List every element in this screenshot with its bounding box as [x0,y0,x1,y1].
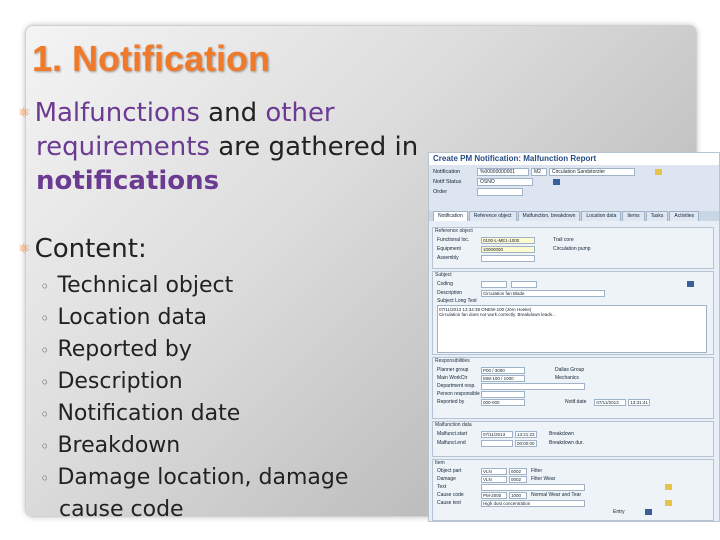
entry-icon[interactable] [645,509,652,515]
list-item-text: Breakdown [57,433,181,458]
tab-items[interactable]: Items [622,211,644,221]
cause-text: Normal Wear and Tear [531,492,582,498]
bullet-text-notifications: notifications [36,166,220,196]
func-loc-field[interactable]: 0100-L-ME1-1000 [481,237,535,244]
bullet-icon: ⚛ [18,105,31,121]
sap-order-row [433,188,523,195]
circle-bullet-icon: ◦ [40,373,50,392]
dept-row [437,383,585,389]
list-item-text: Reported by [57,337,192,362]
person-row [437,391,525,397]
long-text-label: Subject Long Text [437,298,477,304]
dept-field[interactable] [481,383,585,390]
tab-tasks[interactable]: Tasks [646,211,669,221]
person-field[interactable] [481,391,525,398]
func-loc-label: Functional loc. [437,237,470,243]
description-label: Description [437,290,463,296]
notification-field[interactable]: %00000000001 [477,168,529,176]
bullet-text-malfunctions: Malfunctions [34,98,200,128]
notif-time-field[interactable]: 13:31:41 [628,399,650,406]
long-text-icon[interactable] [655,169,662,175]
sap-tab-strip [429,211,719,221]
cause-num-field[interactable]: 1000 [509,492,527,499]
sap-notification-row [433,168,662,175]
bullet-text-other: other [265,98,335,128]
tab-malfunction-breakdown[interactable]: Malfunction, breakdown [518,211,581,221]
reported-by-field[interactable]: 000-000 [481,399,525,406]
planner-group-field[interactable]: P00 / 3000 [481,367,525,374]
notification-desc-field[interactable]: Circulation Sandstorzler [549,168,635,176]
breakdown-dur-label: Breakdown dur. [549,440,584,446]
description-field[interactable]: Circulation fan Blade [481,290,605,297]
equipment-field[interactable]: 10000000 [481,246,535,253]
notif-date-label: Notif.date [565,399,587,405]
long-text-label-row [437,298,477,304]
list-item [40,366,348,398]
text-label: Text [437,484,447,490]
main-wc-row [437,375,579,381]
planner-group-desc: Dallas Group [555,367,585,373]
text-row [437,484,672,490]
bullet-text-requirements: requirements [36,132,210,162]
sap-header-area [429,165,719,211]
list-item [40,462,348,525]
object-part-label: Object part [437,468,462,474]
malf-end-date-field[interactable] [481,440,513,447]
object-part-row [437,468,542,474]
damage-num-field[interactable]: 0002 [509,476,527,483]
item-section [432,459,714,521]
notif-status-label: Notif Status [433,178,462,185]
object-part-num-field[interactable]: 0002 [509,468,527,475]
malf-start-row [437,431,574,437]
list-item-text-continued: cause code [59,497,184,522]
section-heading: Malfunction data [435,422,472,428]
coding-label: Coding [437,281,453,287]
main-wc-label: Main WorkCtr [437,375,468,381]
assembly-label: Assembly [437,255,459,261]
content-list [40,270,348,525]
bullet-content [18,232,147,266]
list-item-text: Description [57,369,183,394]
cause-code-label: Cause code [437,492,464,498]
list-item [40,398,348,430]
malf-end-label: Malfunct.end [437,440,466,446]
sap-status-row [433,178,560,185]
slide-title: 1. Notification [32,38,271,79]
malfunction-data-section [432,421,714,457]
circle-bullet-icon: ◦ [40,405,50,424]
equipment-label: Equipment [437,246,461,252]
list-item-text: Location data [57,305,208,330]
bullet-malfunctions [18,96,418,198]
malf-start-label: Malfunct.start [437,431,468,437]
assembly-row [437,255,535,261]
section-heading: Reference object [435,228,473,234]
assembly-field[interactable] [481,255,535,262]
responsibilities-section [432,357,714,419]
main-wc-field[interactable]: MW-100 / 1000 [481,375,525,382]
malf-end-time-field[interactable]: 00:00:00 [515,440,537,447]
list-item [40,302,348,334]
notif-status-field: OSNO [477,178,533,186]
reported-by-label: Reported by [437,399,465,405]
circle-bullet-icon: ◦ [40,309,50,328]
planner-group-row [437,367,584,373]
coding-row [437,281,694,287]
bullet-line-2 [18,130,418,164]
order-field[interactable] [477,188,523,196]
circle-bullet-icon: ◦ [40,341,50,360]
damage-code-field[interactable]: VLN [481,476,507,483]
tab-location-data[interactable]: Location data [581,211,621,221]
planner-group-label: Planner group [437,367,469,373]
long-text-icon[interactable] [665,500,672,506]
person-label: Person responsible [437,391,480,397]
tab-notification[interactable]: Notification [433,211,468,221]
damage-text: Filter Wear [531,476,556,482]
list-item [40,270,348,302]
func-loc-row [437,237,574,243]
long-text-icon[interactable] [665,484,672,490]
status-info-icon[interactable] [553,179,560,185]
cause-code-field[interactable]: PM-2000 [481,492,507,499]
damage-row [437,476,555,482]
info-icon[interactable] [687,281,694,287]
coding-field[interactable] [481,281,507,288]
list-item [40,430,348,462]
subject-section [432,271,714,355]
section-heading: Subject [435,272,452,278]
damage-label: Damage [437,476,456,482]
list-item [40,334,348,366]
description-row [437,290,605,296]
equipment-desc: Circulation pump [553,246,591,252]
circle-bullet-icon: ◦ [40,277,50,296]
long-text-line: 07/11/2013 13:34:39 ONEW-100 (Jörn Hoeke) [439,307,532,312]
func-loc-desc: Trail core [553,237,574,243]
object-part-code-field[interactable]: VLN [481,468,507,475]
long-text-line: Circulation fan does not work correctly. Breakdown leads... [439,312,556,317]
equipment-row [437,246,591,252]
cause-text-label: Cause text [437,500,461,506]
circle-bullet-icon: ◦ [40,469,50,488]
order-label: Order [433,188,448,195]
cause-text-field[interactable]: High dust concentration [481,500,585,507]
bullet-icon: ⚛ [18,241,31,257]
dept-label: Department resp. [437,383,476,389]
tab-reference-object[interactable]: Reference object [469,211,517,221]
list-item-text: Technical object [57,273,234,298]
cause-code-row [437,492,581,498]
entry-row [613,509,652,515]
section-heading: Item [435,460,445,466]
notification-label: Notification [433,168,461,175]
list-item-text: Damage location, damage [57,465,349,490]
malf-start-time-field[interactable]: 13:21:23 [515,431,537,438]
bullet-text-content: Content: [34,234,147,264]
section-heading: Responsibilities [435,358,470,364]
circle-bullet-icon: ◦ [40,437,50,456]
main-wc-desc: Mechanics [555,375,579,381]
notification-type-field[interactable]: M2 [531,168,547,176]
sap-window-title: Create PM Notification: Malfunction Report [429,153,719,165]
long-text-area[interactable] [437,305,707,353]
coding-code-field[interactable] [511,281,537,288]
breakdown-label: Breakdown [549,431,575,437]
bullet-text-and: and [199,98,266,128]
entry-label: Entry [613,509,625,515]
reported-by-row [437,399,650,405]
bullet-text-gathered: are gathered in [209,132,419,162]
object-part-text: Filter [531,468,543,474]
reference-object-section [432,227,714,269]
tab-activities[interactable]: Activities [669,211,699,221]
malf-start-date-field[interactable]: 07/11/2013 [481,431,513,438]
list-item-text: Notification date [57,401,241,426]
text-field[interactable] [481,484,585,491]
sap-notification-screenshot [428,152,720,522]
notif-date-field[interactable]: 07/11/2013 [594,399,626,406]
malf-end-row [437,440,584,446]
cause-text-row [437,500,672,506]
